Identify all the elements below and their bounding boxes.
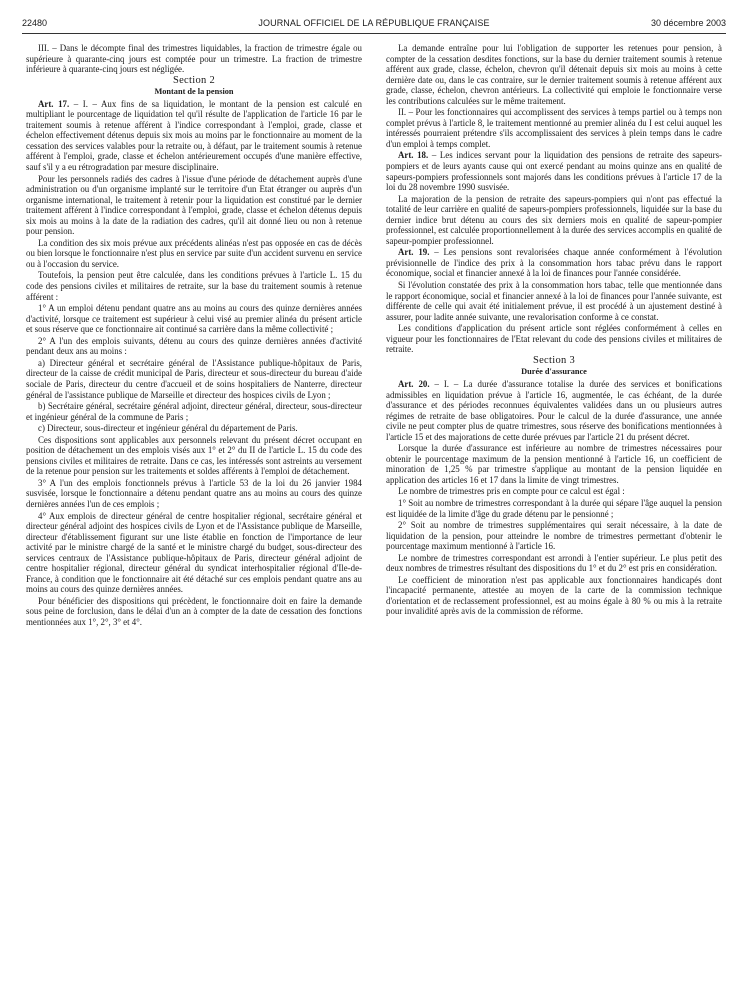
page-header — [22, 18, 726, 32]
paragraph: 4° Aux emplois de directeur général de centre hospitalier régional, secrétaire général et directeur général adjoint des hospices civils de Lyon et de l'Assistance publique de Marseille, directeur d'établissement figurant sur une liste établie en fonction de l'importance de leur activité par le ministre chargé de la santé et le ministre chargé du budget, sous-directeur des services centraux de l'Assistance publique-hôpitaux de Paris, directeur général adjoint de centre hospitalier régional, directeur général du syndicat interhospitalier régional d'Ile-de-France, à condition que le fonctionnaire ait été détaché sur ces emplois pendant quatre ans au moins au cours des quinze dernières années. — [26, 510, 362, 595]
paragraph: Toutefois, la pension peut être calculée, dans les conditions prévues à l'article L. 15 du code des pensions civiles et militaires de retraite, sur la base du traitement soumis à retenue afférent : — [26, 270, 362, 302]
paragraph: 2° Soit au nombre de trimestres supplémentaires qui serait nécessaire, à la date de liquidation de la pension, pour atteindre le nombre de trimestres permettant d'obtenir le pourcentage maximum mentionné à l'article 16. — [386, 520, 722, 552]
paragraph: Pour bénéficier des dispositions qui précèdent, le fonctionnaire doit en faire la demande sous peine de forclusion, dans le délai d'un an à compter de la date de cessation des fonctions mentionnées aux 1°, 2°, 3° et 4°. — [26, 595, 362, 627]
paragraph: a) Directeur général et secrétaire général de l'Assistance publique-hôpitaux de Paris, directeur de la caisse de crédit municipal de Paris, directeur et sous-directeur du bureau d'aide sociale de Paris, directeur du centre d'accueil et de soins hospitaliers de Nanterre, directeur général de l'assistance publique de Marseille et directeur des hospices civils de Lyon ; — [26, 357, 362, 400]
article-19-label: Art. 19. — [398, 247, 430, 258]
article-18 — [386, 150, 722, 192]
article-18-text: – Les indices servant pour la liquidation des pensions de retraite des sapeurs-pompiers et de leurs ayants cause qui ont exercé pendant au moins quinze ans en qualité de sapeurs-pompiers professionnels sont majorés dans les conditions prévues à l'article 17 de la loi du 28 novembre 1990 susvisée. — [386, 150, 722, 193]
article-20-label: Art. 20. — [398, 378, 430, 389]
paragraph: Le nombre de trimestres correspondant est arrondi à l'entier supérieur. Le plus petit des deux nombres de trimestres résultant des dispositions du 1° et du 2° est pris en considération. — [386, 552, 722, 574]
paragraph: La condition des six mois prévue aux précédents alinéas n'est pas opposée en cas de décès ou bien lorsque le fonctionnaire n'est plus en service par suite d'un accident survenu en service ou à l'occasion du service. — [26, 237, 362, 269]
journal-title: JOURNAL OFFICIEL DE LA RÉPUBLIQUE FRANÇAISE — [258, 18, 490, 28]
paragraph: Le coefficient de minoration n'est pas applicable aux fonctionnaires handicapés dont l'incapacité permanente, attestée au moyen de la carte de la commission technique d'orientation et de reclassement professionnel, est au moins égale à 80 % ou mis à la retraite pour invalidité après avis de la commission de réforme. — [386, 574, 722, 617]
section-3-subtitle: Durée d'assurance — [521, 367, 587, 377]
paragraph: 3° A l'un des emplois fonctionnels prévus à l'article 53 de la loi du 26 janvier 1984 susvisée, lorsque le fonctionnaire a détenu pendant quatre ans au moins au cours des quinze dernières années l'un de ces emplois ; — [26, 477, 362, 509]
paragraph: Lorsque la durée d'assurance est inférieure au nombre de trimestres nécessaires pour obtenir le pourcentage maximum de la pension mentionné à l'article 16, un coefficient de minoration de 1,25 % par trimestre s'applique au montant de la pension liquidée en application des articles 16 et 17 dans la limite de vingt trimestres. — [386, 443, 722, 485]
paragraph: c) Directeur, sous-directeur et ingénieur général du département de Paris. — [38, 423, 298, 434]
paragraph: Les conditions d'application du présent article sont réglées conformément à celles en vigueur pour les fonctionnaires de l'Etat relevant du code des pensions civiles et militaires de retraite. — [386, 323, 722, 355]
paragraph: La demande entraîne pour lui l'obligation de supporter les retenues pour pension, à compter de la cessation desdites fonctions, sur la base du dernier traitement soumis à retenue afférent aux grade, classe, échelon, chevron qu'il détenait depuis six mois au moins à cette dernière date ou, dans le cas contraire, sur le dernier traitement soumis à retenue afférent aux grade, classe, échelon, chevron antérieurs. La collectivité qui emploie le fonctionnaire verse les contributions calculées sur le même traitement. — [386, 43, 722, 106]
article-20 — [386, 379, 722, 442]
left-column — [26, 43, 362, 629]
paragraph: 2° A l'un des emplois suivants, détenu au cours des quinze dernières années d'activité pendant deux ans au moins : — [26, 335, 362, 357]
article-17-text: – I. – Aux fins de sa liquidation, le montant de la pension est calculé en multipliant le pourcentage de liquidation tel qu'il résulte de l'application de l'article 16 par le traitement soumis à retenue afférent à l'indice correspondant à l'emploi, grade, classe et échelon effectivement détenus depuis six mois au moins par le fonctionnaire au moment de la cessation des services valables pour la retraite ou, à défaut, par le traitement soumis à retenue afférent à l'emploi, grade, classe et échelon antérieurement occupés d'une manière effective, sauf s'il y a eu rétrogradation par mesure disciplinaire. — [26, 98, 362, 173]
article-18-label: Art. 18. — [398, 150, 429, 161]
paragraph: Si l'évolution constatée des prix à la consommation hors tabac, telle que mentionnée dans le rapport économique, social et financier annexé à la loi de finances pour l'année suivante, est différente de celle qui avait été initialement prévue, il est procédé à un ajustement destiné à assurer, pour ladite année suivante, une revalorisation conforme à ce constat. — [386, 280, 722, 322]
paragraph: Ces dispositions sont applicables aux personnels relevant du présent décret occupant en position de détachement un des emplois visés aux 1° et 2° du II de l'article L. 15 du code des pensions civiles et militaires de retraite. Dans ce cas, les intéressés sont astreints au versement de la retenue pour pension sur les traitements et soldes afférents à l'emploi de détachement. — [26, 434, 362, 477]
article-19-text: – Les pensions sont revalorisées chaque année conformément à l'évolution prévisionnelle de l'indice des prix à la consommation hors tabac prévu dans le rapport économique, social et financier annexé à la loi de finances pour l'année considérée. — [386, 247, 722, 279]
section-3-title: Section 3 — [532, 354, 576, 366]
article-19 — [386, 247, 722, 279]
paragraph: 1° A un emploi détenu pendant quatre ans au moins au cours des quinze dernières années d'activité, lorsque ce traitement est supérieur à celui visé au premier alinéa du présent article et sous réserve que ce fonctionnaire ait continué sa carrière dans la même collectivité ; — [26, 303, 362, 335]
section-2-title: Section 2 — [172, 74, 216, 86]
paragraph: La majoration de la pension de retraite des sapeurs-pompiers qui n'ont pas effectué la totalité de leur carrière en qualité de sapeurs-pompiers professionnels, liquidée sur la base du dernier indice brut détenu au cours des six derniers mois en qualité de sapeur-pompier professionnel, est calculée proportionnellement à la durée des services accomplis en qualité de sapeur-pompier professionnel. — [386, 193, 722, 246]
paragraph: 1° Soit au nombre de trimestres correspondant à la durée qui sépare l'âge auquel la pension est liquidée de la limite d'âge du grade détenu par le pensionné ; — [386, 497, 722, 519]
page-number: 22480 — [22, 18, 48, 28]
paragraph: Le nombre de trimestres pris en compte pour ce calcul est égal : — [398, 486, 625, 497]
article-17-label: Art. 17. — [38, 98, 70, 109]
header-rule — [22, 33, 726, 34]
section-2-subtitle: Montant de la pension — [154, 87, 234, 97]
publication-date: 30 décembre 2003 — [650, 18, 726, 28]
article-17 — [26, 99, 362, 173]
paragraph: b) Secrétaire général, secrétaire général adjoint, directeur général, directeur, sous-directeur et ingénieur général de la commune de Paris ; — [26, 401, 362, 422]
right-column — [386, 43, 722, 618]
paragraph: Pour les personnels radiés des cadres à l'issue d'une période de détachement auprès d'une administration ou d'un organisme implanté sur le territoire d'un Etat étranger ou auprès d'un organisme international, le traitement à retenir pour la liquidation est constitué par le dernier traitement afférent à l'indice correspondant à l'emploi, grade, classe et échelon détenus depuis six mois au moins à la date de la radiation des cadres, qu'il ait donné lieu ou non à retenue pour pension. — [26, 173, 362, 237]
paragraph-iii: III. – Dans le décompte final des trimestres liquidables, la fraction de trimestre égale ou supérieure à quarante-cinq jours est comptée pour un trimestre. La fraction de trimestre inférieure à quarante-cinq jours est négligée. — [26, 43, 362, 75]
paragraph: II. – Pour les fonctionnaires qui accomplissent des services à temps partiel ou à temps non complet prévus à l'article 8, le traitement mentionné au premier alinéa du I est celui auquel les intéressés pourraient prétendre s'ils accomplissaient des services à plein temps dans le cadre d'un emploi à temps complet. — [386, 107, 722, 149]
article-20-text: – I. – La durée d'assurance totalise la durée des services et bonifications admissibles en liquidation prévue à l'article 16, augmentée, le cas échéant, de la durée d'assurance et des périodes reconnues équivalentes validées dans un ou plusieurs autres régimes de retraite de base obligatoires. Pour le calcul de la durée d'assurance, une année civile ne peut compter plus de quatre trimestres, sous réserve des bonifications mentionnées à l'article 15 et des majorations de cette durée prévues par l'article 21 du présent décret. — [386, 378, 722, 442]
